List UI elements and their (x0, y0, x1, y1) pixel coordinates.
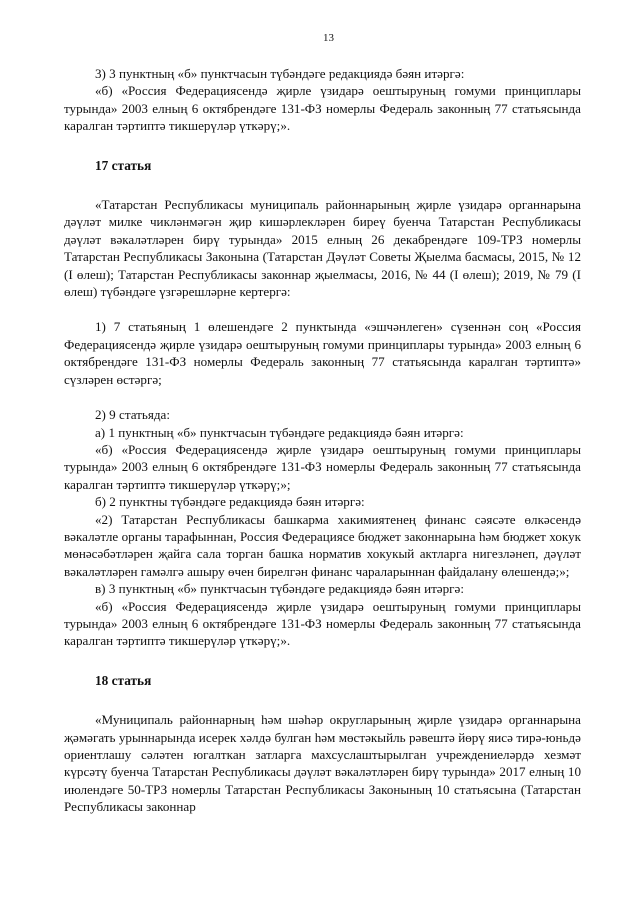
article-17-item-2a-text: «б) «Россия Федерациясендә җирле үзидарә оештыруның гомуми принциплары турында» 2003 елның 6 октябрендәге 131-ФЗ номерлы Федераль законның 77 статьясында каралган тәртиптә тикшерүләр үткәрү;»; (64, 441, 581, 492)
article-17-item-2: 2) 9 статьяда: (95, 407, 170, 423)
article-17-heading: 17 статья (95, 157, 152, 173)
article-18-intro: «Муниципаль районнарның һәм шәһәр округларының җирле үзидарә органнарына җәмәгать урыннарында исерек хәлдә булган һәм мөстәкыйль рәвештә йөрү яисә тирә-юньдә ориентлашу сәләтен югалткан затларга махсуслаштырылган учреждениеләрдә хезмәт күрсәтү буенча Татарстан Республикасы дәүләт вәкаләтләрен бирү турында» 2017 елның 10 июлендәге 50-ТРЗ номерлы Татарстан Республикасы Законының 10 статьясына (Татарстан Республикасы законнар (64, 712, 581, 815)
article-17-item-2b: б) 2 пунктны түбәндәге редакциядә бәян итәргә: (95, 494, 365, 510)
paragraph-3-item: 3) 3 пунктның «б» пунктчасын түбәндәге редакциядә бәян итәргә: (95, 66, 465, 81)
article-17-item-2b-text: «2) Татарстан Республикасы башкарма хакимиятенең финанс сәясәте өлкәсендә вәкаләтле органы тарафыннан, Россия Федерациясе бюджет законнарына һәм бюджет хокук мөнәсәбәтләрен җайга сала торган башка норматив хокукый актларга нигезләнеп, дәүләт вәкаләтләрен гамәлгә ашыру өчен бирелгән финанс чараларыннан файдалану өлешендә;»; (64, 511, 581, 579)
article-17-item-2a: а) 1 пунктның «б» пунктчасын түбәндәге редакциядә бәян итәргә: (95, 424, 464, 440)
page-number: 13 (323, 32, 334, 44)
paragraph-b-subitem: «б) «Россия Федерациясендә җирле үзидарә оештыруның гомуми принциплары турында» 2003 елның 6 октябрендәге 131-ФЗ номерлы Федераль законның 77 статьясында каралган тәртиптә тикшерүләр үткәрү;». (64, 83, 581, 134)
article-17-item-1: 1) 7 статьяның 1 өлешендәге 2 пунктында «эшчәнлеген» сүзеннән соң «Россия Федерациясендә җирле үзидарә оештыруның гомуми принциплары турында» 2003 елның 6 октябрендәге 131-ФЗ номерлы Федераль законның 77 статьясында каралган тәртиптә» сүзләрен өстәргә; (64, 319, 581, 387)
article-17-item-2c: в) 3 пунктның «б» пунктчасын түбәндәге редакциядә бәян итәргә: (95, 581, 464, 597)
article-17-item-2c-text: «б) «Россия Федерациясендә җирле үзидарә оештыруның гомуми принциплары турында» 2003 елның 6 октябрендәге 131-ФЗ номерлы Федераль законның 77 статьясында каралган тәртиптә тикшерүләр үткәрү;». (64, 598, 581, 649)
article-17-intro: «Татарстан Республикасы муниципаль районнарының җирле үзидарә органнарына дәүләт милке чикләнмәгән җир кишәрлекләрен биреү буенча Татарстан Республикасы дәүләт вәкаләтләрен бирү турында» 2015 елның 26 декабрендәге 109-ТРЗ номерлы Татарстан Республикасы Законына (Татарстан Дәүләт Советы Җыелма басмасы, 2015, № 12 (I өлеш); Татарстан Республикасы законнар җыелмасы, 2016, № 44 (I өлеш); 2019, № 79 (I өлеш) түбәндәге үзгәрешләрне кертергә: (64, 197, 581, 300)
article-18-heading: 18 статья (95, 672, 152, 688)
